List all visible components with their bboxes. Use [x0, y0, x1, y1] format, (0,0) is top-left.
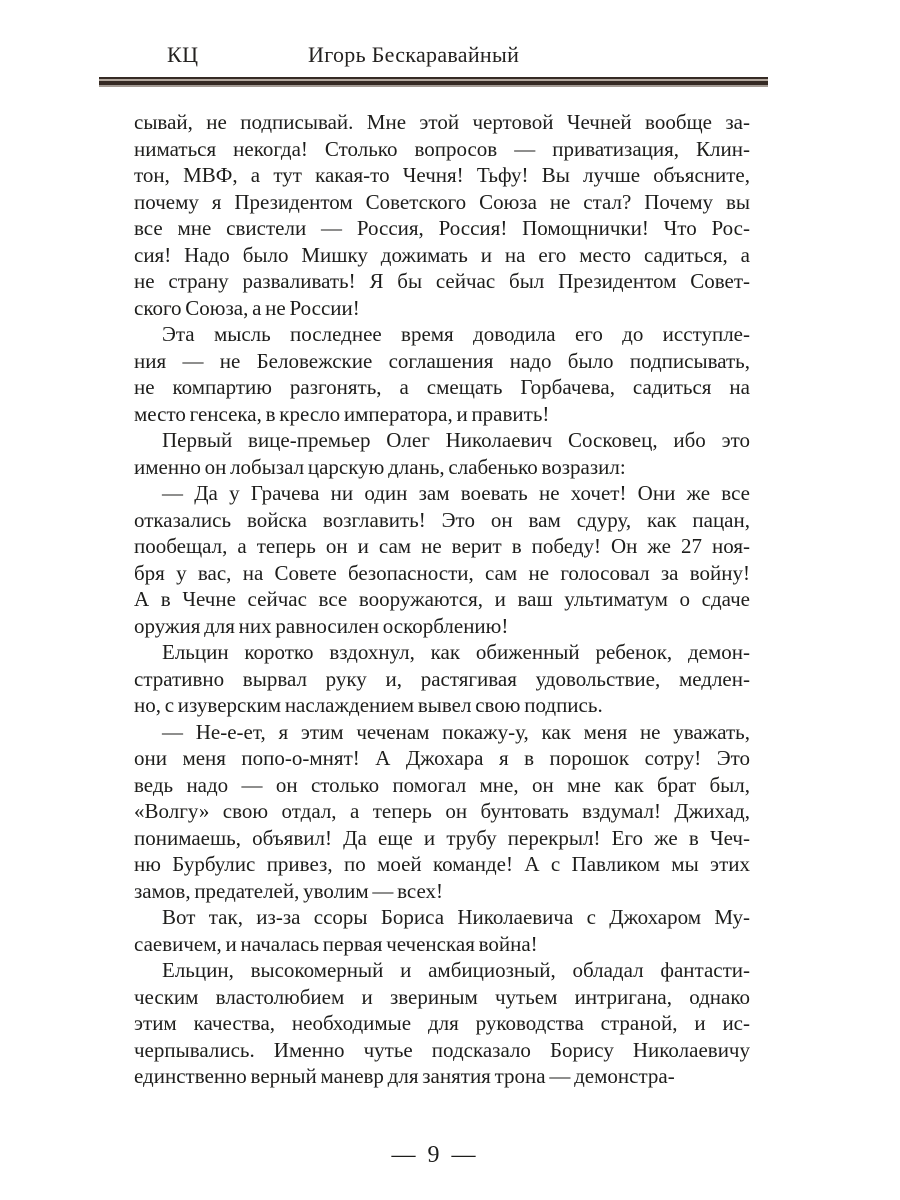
text-line: не страну разваливать! Я бы сейчас был Президентом Совет-: [134, 269, 750, 293]
body-text: [134, 109, 750, 1090]
paragraph: [134, 904, 750, 957]
running-head-book-abbr: КЦ: [167, 42, 199, 67]
text-line: тон, МВФ, а тут какая-то Чечня! Тьфу! Вы лучше объясните,: [134, 163, 750, 187]
text-line: Первый вице-премьер Олег Николаевич Сосковец, ибо это: [162, 428, 750, 452]
paragraph: [134, 109, 750, 321]
text-line: но, с изуверским наслаждением вывел свою подпись.: [134, 693, 603, 717]
text-line: замов, предателей, уволим — всех!: [134, 878, 444, 903]
text-line: этим качества, необходимые для руководства страной, и ис-: [134, 1011, 750, 1035]
text-line: А в Чечне сейчас все вооружаются, и ваш ультиматум о сдаче: [134, 587, 750, 611]
text-line: понимаешь, объявил! Да еще и трубу перекрыл! Его же в Чеч-: [134, 825, 750, 850]
text-line: сия! Надо было Мишку дожимать и на его место садиться, а: [134, 242, 750, 267]
text-line: все мне свистели — Россия, Россия! Помощнички! Что Рос-: [134, 216, 750, 240]
text-line: ню Бурбулис привез, по моей команде! А с Павликом мы этих: [134, 852, 750, 876]
text-line: единственно верный маневр для занятия трона — демонстра-: [134, 1064, 675, 1088]
text-line: черпывались. Именно чутье подсказало Борису Николаевичу: [134, 1037, 750, 1062]
text-line: ческим властолюбием и звериным чутьем интригана, однако: [134, 984, 750, 1009]
text-line: ведь надо — он столько помогал мне, он мне как брат был,: [134, 772, 750, 797]
paragraph: [134, 639, 750, 719]
text-line: ния — не Беловежские соглашения надо было подписывать,: [134, 348, 750, 373]
paragraph: [134, 427, 750, 480]
rule-band-shadow: [99, 85, 768, 87]
text-line: почему я Президентом Советского Союза не стал? Почему вы: [134, 189, 750, 214]
text-line: они меня попо-о-мнят! А Джохара я в порошок сотру! Это: [134, 746, 750, 770]
text-line: ского Союза, а не России!: [134, 295, 360, 320]
paragraph: [134, 321, 750, 427]
text-line: «Волгу» свою отдал, а теперь он бунтовать вздумал! Джихад,: [134, 799, 750, 823]
text-line: именно он лобызал царскую длань, слабенько возразил:: [134, 454, 626, 479]
text-line: сывай, не подписывай. Мне этой чертовой Чечней вообще за-: [134, 110, 750, 134]
text-line: место генсека, в кресло императора, и править!: [134, 401, 550, 426]
text-line: бря у вас, на Совете безопасности, сам не голосовал за войну!: [134, 560, 750, 585]
text-line: — Да у Грачева ни один зам воевать не хочет! Они же все: [162, 481, 750, 505]
paragraph: [134, 719, 750, 905]
page-number: — 9 —: [391, 1142, 476, 1168]
text-line: Ельцин коротко вздохнул, как обиженный ребенок, демон-: [162, 640, 750, 664]
text-line: саевичем, и началась первая чеченская война!: [134, 931, 538, 956]
text-line: отказались войска возглавить! Это он вам сдуру, как пацан,: [134, 507, 750, 532]
text-line: Вот так, из-за ссоры Бориса Николаевича с Джохаром Му-: [162, 905, 750, 929]
text-line: Эта мысль последнее время доводила его до исступле-: [162, 322, 750, 346]
text-line: оружия для них равносилен оскорблению!: [134, 613, 509, 638]
paragraph: [134, 480, 750, 639]
text-line: пообещал, а теперь он и сам не верит в победу! Он же 27 ноя-: [134, 534, 750, 558]
header-divider-rule: [99, 77, 768, 87]
running-head-author: Игорь Бескаравайный: [308, 42, 520, 67]
paragraph: [134, 957, 750, 1090]
text-line: — Не-е-ет, я этим чеченам покажу-у, как меня не уважать,: [162, 719, 750, 744]
text-line: Ельцин, высокомерный и амбициозный, обладал фантасти-: [162, 958, 750, 982]
text-line: ниматься некогда! Столько вопросов — приватизация, Клин-: [134, 136, 750, 161]
text-line: стративно вырвал руку и, растягивая удовольствие, медлен-: [134, 666, 750, 691]
text-line: не компартию разгонять, а смещать Горбачева, садиться на: [134, 375, 750, 399]
